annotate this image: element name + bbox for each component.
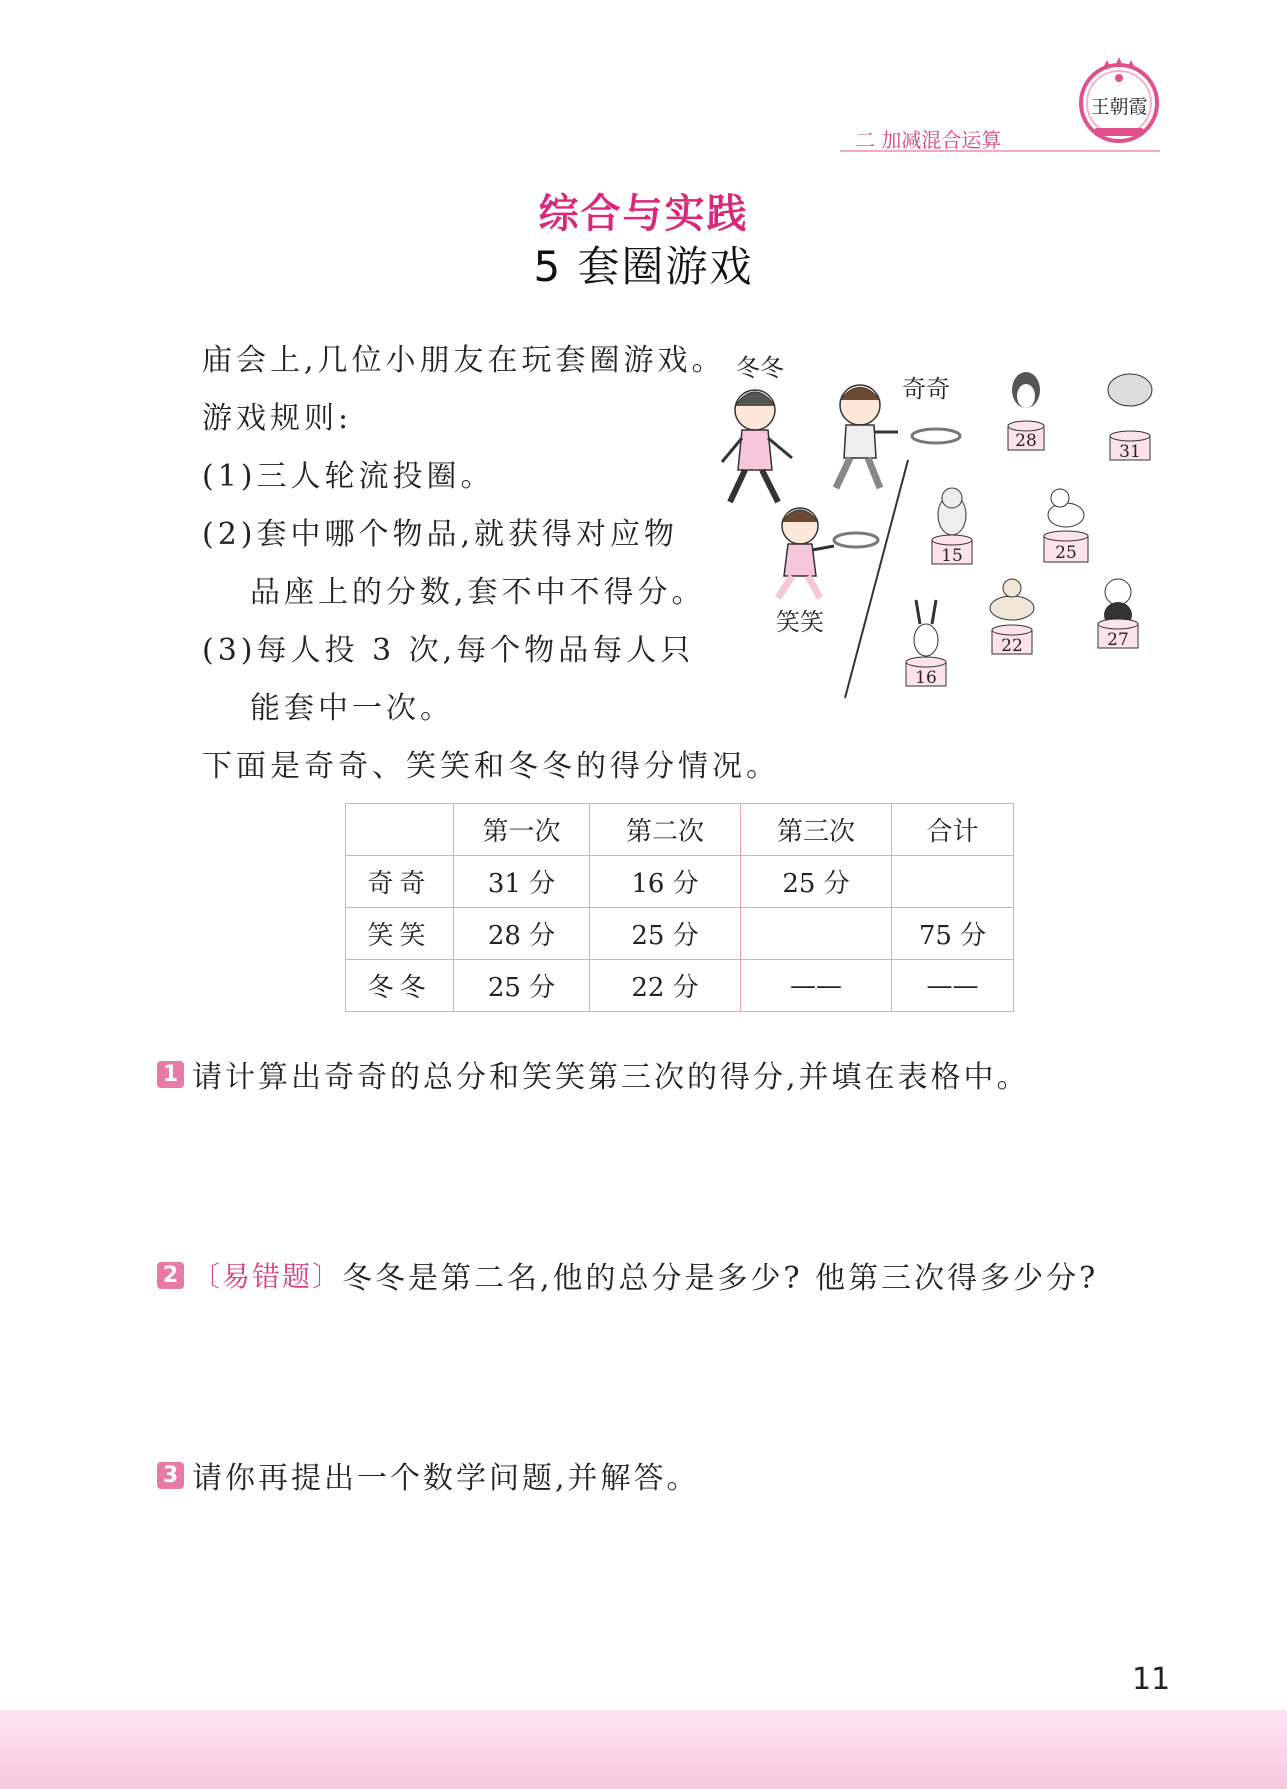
footer-band	[0, 1710, 1287, 1789]
child-label-dongdong: 冬冬	[736, 354, 784, 382]
question-text: 请你再提出一个数学问题,并解答。	[192, 1461, 700, 1496]
score-table	[345, 803, 1014, 1012]
table-cell: 16 分	[590, 856, 741, 908]
table-header-row	[346, 804, 1014, 856]
table-row	[346, 856, 1014, 908]
table-cell: 奇奇	[346, 856, 454, 908]
error-prone-tag: 〔易错题〕	[192, 1260, 343, 1293]
intro-rule-3b: 能套中一次。	[250, 691, 454, 726]
question-text: 请计算出奇奇的总分和笑笑第三次的得分,并填在表格中。	[192, 1060, 1030, 1095]
child-label-xiaoxiao: 笑笑	[776, 608, 824, 636]
child-dongdong-figure	[722, 390, 792, 502]
intro-rule-2b: 品座上的分数,套不中不得分。	[250, 575, 706, 610]
intro-rule-3a: (3)每人投 3 次,每个物品每人只	[202, 633, 695, 668]
throw-line	[845, 460, 908, 698]
prize-elephant	[1108, 374, 1152, 462]
table-header-cell	[346, 804, 454, 856]
chapter-label: 二 加减混合运算	[855, 128, 1002, 152]
question-number-badge: 1	[157, 1061, 184, 1088]
prize-deer	[990, 579, 1034, 656]
intro-rules-heading: 游戏规则:	[202, 401, 353, 436]
table-cell: 25 分	[741, 856, 892, 908]
ring-icon	[834, 533, 878, 547]
prize-score-deer: 22	[1001, 636, 1023, 656]
child-qiqi-figure	[836, 385, 898, 488]
table-row	[346, 960, 1014, 1012]
table-header-cell: 第二次	[590, 804, 741, 856]
table-header-cell: 第三次	[741, 804, 892, 856]
question-number-badge: 2	[157, 1262, 184, 1289]
intro-rule-2a: (2)套中哪个物品,就获得对应物	[202, 517, 679, 552]
table-cell: 28 分	[454, 908, 590, 960]
table-cell: 25 分	[590, 908, 741, 960]
prize-score-rabbit: 16	[915, 668, 937, 688]
table-cell: 25 分	[454, 960, 590, 1012]
child-xiaoxiao-figure	[778, 508, 834, 598]
prize-rabbit	[906, 600, 946, 688]
table-cell: ——	[741, 960, 892, 1012]
table-cell: 冬冬	[346, 960, 454, 1012]
question-number-badge: 3	[157, 1462, 184, 1489]
table-cell: 笑笑	[346, 908, 454, 960]
intro-scores-line: 下面是奇奇、笑笑和冬冬的得分情况。	[202, 749, 780, 784]
child-label-qiqi: 奇奇	[902, 375, 950, 403]
table-cell: 75 分	[892, 908, 1014, 960]
prize-score-cat: 15	[941, 546, 963, 566]
table-cell: 31 分	[454, 856, 590, 908]
prize-cat	[932, 488, 972, 566]
intro-line-1: 庙会上,几位小朋友在玩套圈游戏。	[202, 343, 726, 378]
question-3	[157, 1453, 700, 1497]
prize-score-panda: 27	[1107, 630, 1129, 650]
table-cell: ——	[892, 960, 1014, 1012]
prize-score-elephant: 31	[1119, 442, 1141, 462]
ring-icon	[912, 429, 960, 443]
table-header-cell: 合计	[892, 804, 1014, 856]
ring-toss-illustration	[700, 340, 1180, 710]
intro-rule-1: (1)三人轮流投圈。	[202, 459, 495, 494]
table-cell-answer-blank[interactable]	[741, 908, 892, 960]
author-badge-logo	[1074, 56, 1164, 146]
prize-panda	[1098, 579, 1138, 650]
table-cell: 22 分	[590, 960, 741, 1012]
prize-duck	[1044, 489, 1088, 563]
table-row	[346, 908, 1014, 960]
prize-score-penguin: 28	[1015, 431, 1037, 451]
question-text: 冬冬是第二名,他的总分是多少? 他第三次得多少分?	[342, 1261, 1099, 1296]
page-number: 11	[1132, 1662, 1171, 1697]
prize-penguin	[1008, 372, 1044, 451]
question-1	[157, 1052, 1030, 1096]
lesson-title: 5 套圈游戏	[533, 242, 754, 291]
question-2	[157, 1253, 1098, 1297]
table-header-cell: 第一次	[454, 804, 590, 856]
prize-score-duck: 25	[1055, 543, 1077, 563]
table-cell-answer-blank[interactable]	[892, 856, 1014, 908]
badge-text: 王朝霞	[1090, 96, 1148, 118]
section-title: 综合与实践	[538, 191, 749, 237]
